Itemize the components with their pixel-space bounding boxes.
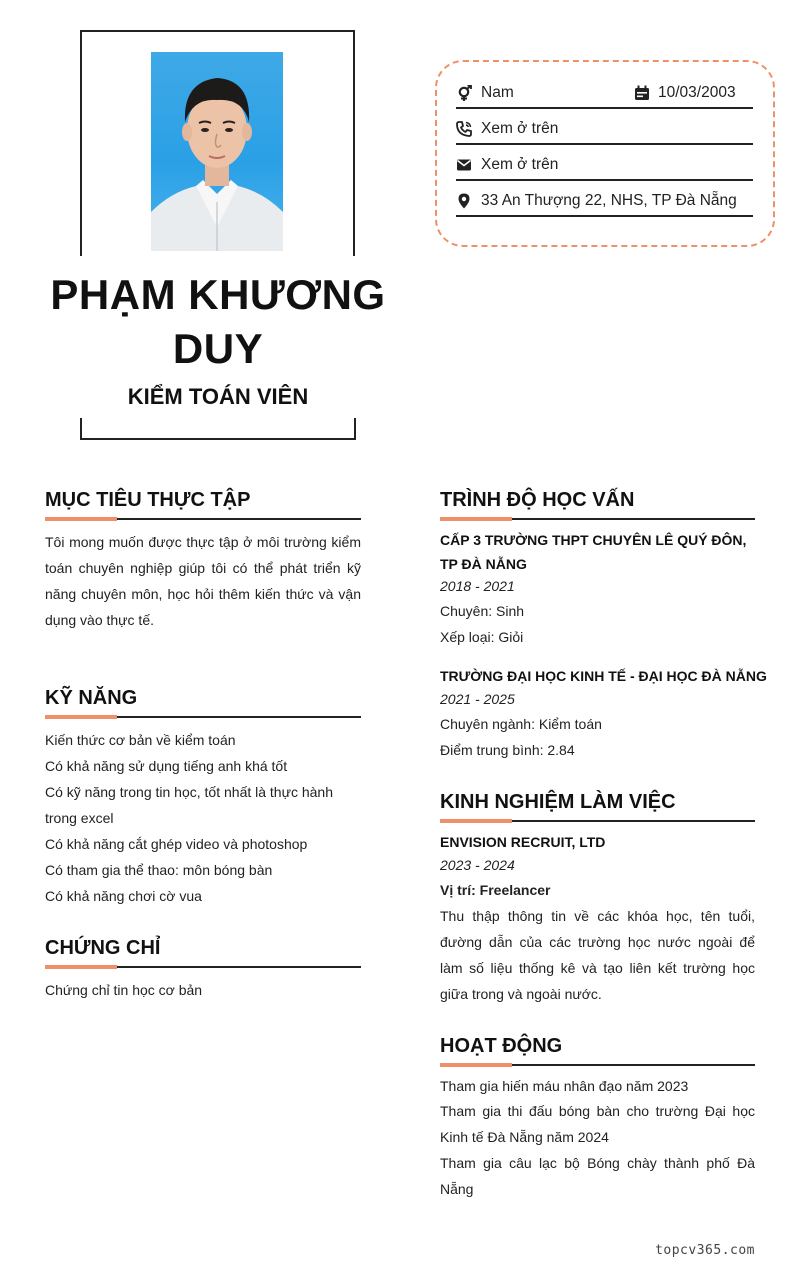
education-period: 2021 - 2025 [440, 691, 515, 707]
certificates-divider [45, 966, 361, 968]
location-pin-icon [456, 193, 472, 209]
contact-row-address [456, 189, 753, 217]
education-heading: TRÌNH ĐỘ HỌC VẤN [440, 489, 635, 511]
address-value: 33 An Thượng 22, NHS, TP Đà Nẵng [481, 192, 737, 209]
education-school: TRƯỜNG ĐẠI HỌC KINH TẾ - ĐẠI HỌC ĐÀ NẴNG [440, 668, 767, 684]
skills-heading: KỸ NĂNG [45, 687, 138, 709]
experience-description: Thu thập thông tin về các khóa học, tên tuổi, đường dẫn của các trường học nước ngoài để làm số liệu thống kê và tạo liên kết trường học giữa trong và ngoài nước. [440, 908, 755, 1002]
skills-divider [45, 716, 361, 718]
photo-frame-bottom [80, 418, 356, 440]
dob-value: 10/03/2003 [658, 84, 736, 101]
activities-heading: HOẠT ĐỘNG [440, 1035, 563, 1057]
email-value: Xem ở trên [481, 156, 559, 173]
profile-photo [151, 52, 283, 251]
contact-row-phone [456, 117, 753, 145]
activity-item: Tham gia hiến máu nhân đạo năm 2023 [440, 1078, 689, 1094]
education-detail: Xếp loại: Giỏi [440, 629, 524, 645]
skill-item: Có khả năng sử dụng tiếng anh khá tốt [45, 758, 288, 774]
activities-divider [440, 1064, 755, 1066]
experience-heading: KINH NGHIỆM LÀM VIỆC [440, 791, 676, 813]
skill-item: Có khả năng chơi cờ vua [45, 888, 202, 904]
skill-item: Kiến thức cơ bản về kiểm toán [45, 732, 236, 748]
activity-item: Tham gia thi đấu bóng bàn cho trường Đại học Kinh tế Đà Nẵng năm 2024 [440, 1103, 755, 1145]
education-period: 2018 - 2021 [440, 578, 515, 594]
calendar-icon [634, 85, 650, 101]
gender-value: Nam [481, 84, 514, 101]
education-detail: Chuyên: Sinh [440, 603, 525, 619]
education-detail: Chuyên ngành: Kiểm toán [440, 716, 602, 732]
contact-row-gender-dob [456, 81, 753, 109]
activity-item: Tham gia câu lạc bộ Bóng chày thành phố Đà Nẵng [440, 1155, 755, 1197]
phone-value: Xem ở trên [481, 120, 559, 137]
certificate-item: Chứng chỉ tin học cơ bản [45, 982, 203, 998]
job-title: KIỂM TOÁN VIÊN [127, 384, 309, 409]
objective-heading: MỤC TIÊU THỰC TẬP [45, 489, 251, 511]
skill-item: Có tham gia thể thao: môn bóng bàn [45, 862, 273, 878]
footer-brand: topcv365.com [655, 1243, 755, 1258]
experience-company: ENVISION RECRUIT, LTD [440, 834, 606, 850]
certificates-heading: CHỨNG CHỈ [45, 937, 161, 959]
phone-icon [456, 121, 472, 137]
education-detail: Điểm trung bình: 2.84 [440, 742, 575, 758]
education-school: CẤP 3 TRƯỜNG THPT CHUYÊN LÊ QUÝ ĐÔN, TP ĐÀ NẴNG [440, 532, 747, 572]
experience-divider [440, 820, 755, 822]
gender-icon [456, 85, 472, 101]
experience-position: Vị trí: Freelancer [440, 882, 551, 898]
skill-item: Có kỹ năng trong tin học, tốt nhất là thực hành trong excel [45, 784, 333, 826]
contact-row-email [456, 153, 753, 181]
objective-text: Tôi mong muốn được thực tập ở môi trường kiểm toán chuyên nghiệp giúp tôi có thể phát triển kỹ năng chuyên môn, học hỏi thêm kiến thức và vận dụng vào thực tế. [45, 534, 361, 628]
email-icon [456, 157, 472, 173]
experience-period: 2023 - 2024 [440, 857, 515, 873]
skill-item: Có khả năng cắt ghép video và photoshop [45, 836, 308, 852]
education-divider [440, 518, 755, 520]
candidate-name: PHẠM KHƯƠNG DUY [50, 271, 386, 372]
portrait-icon [151, 52, 283, 251]
objective-divider [45, 518, 361, 520]
